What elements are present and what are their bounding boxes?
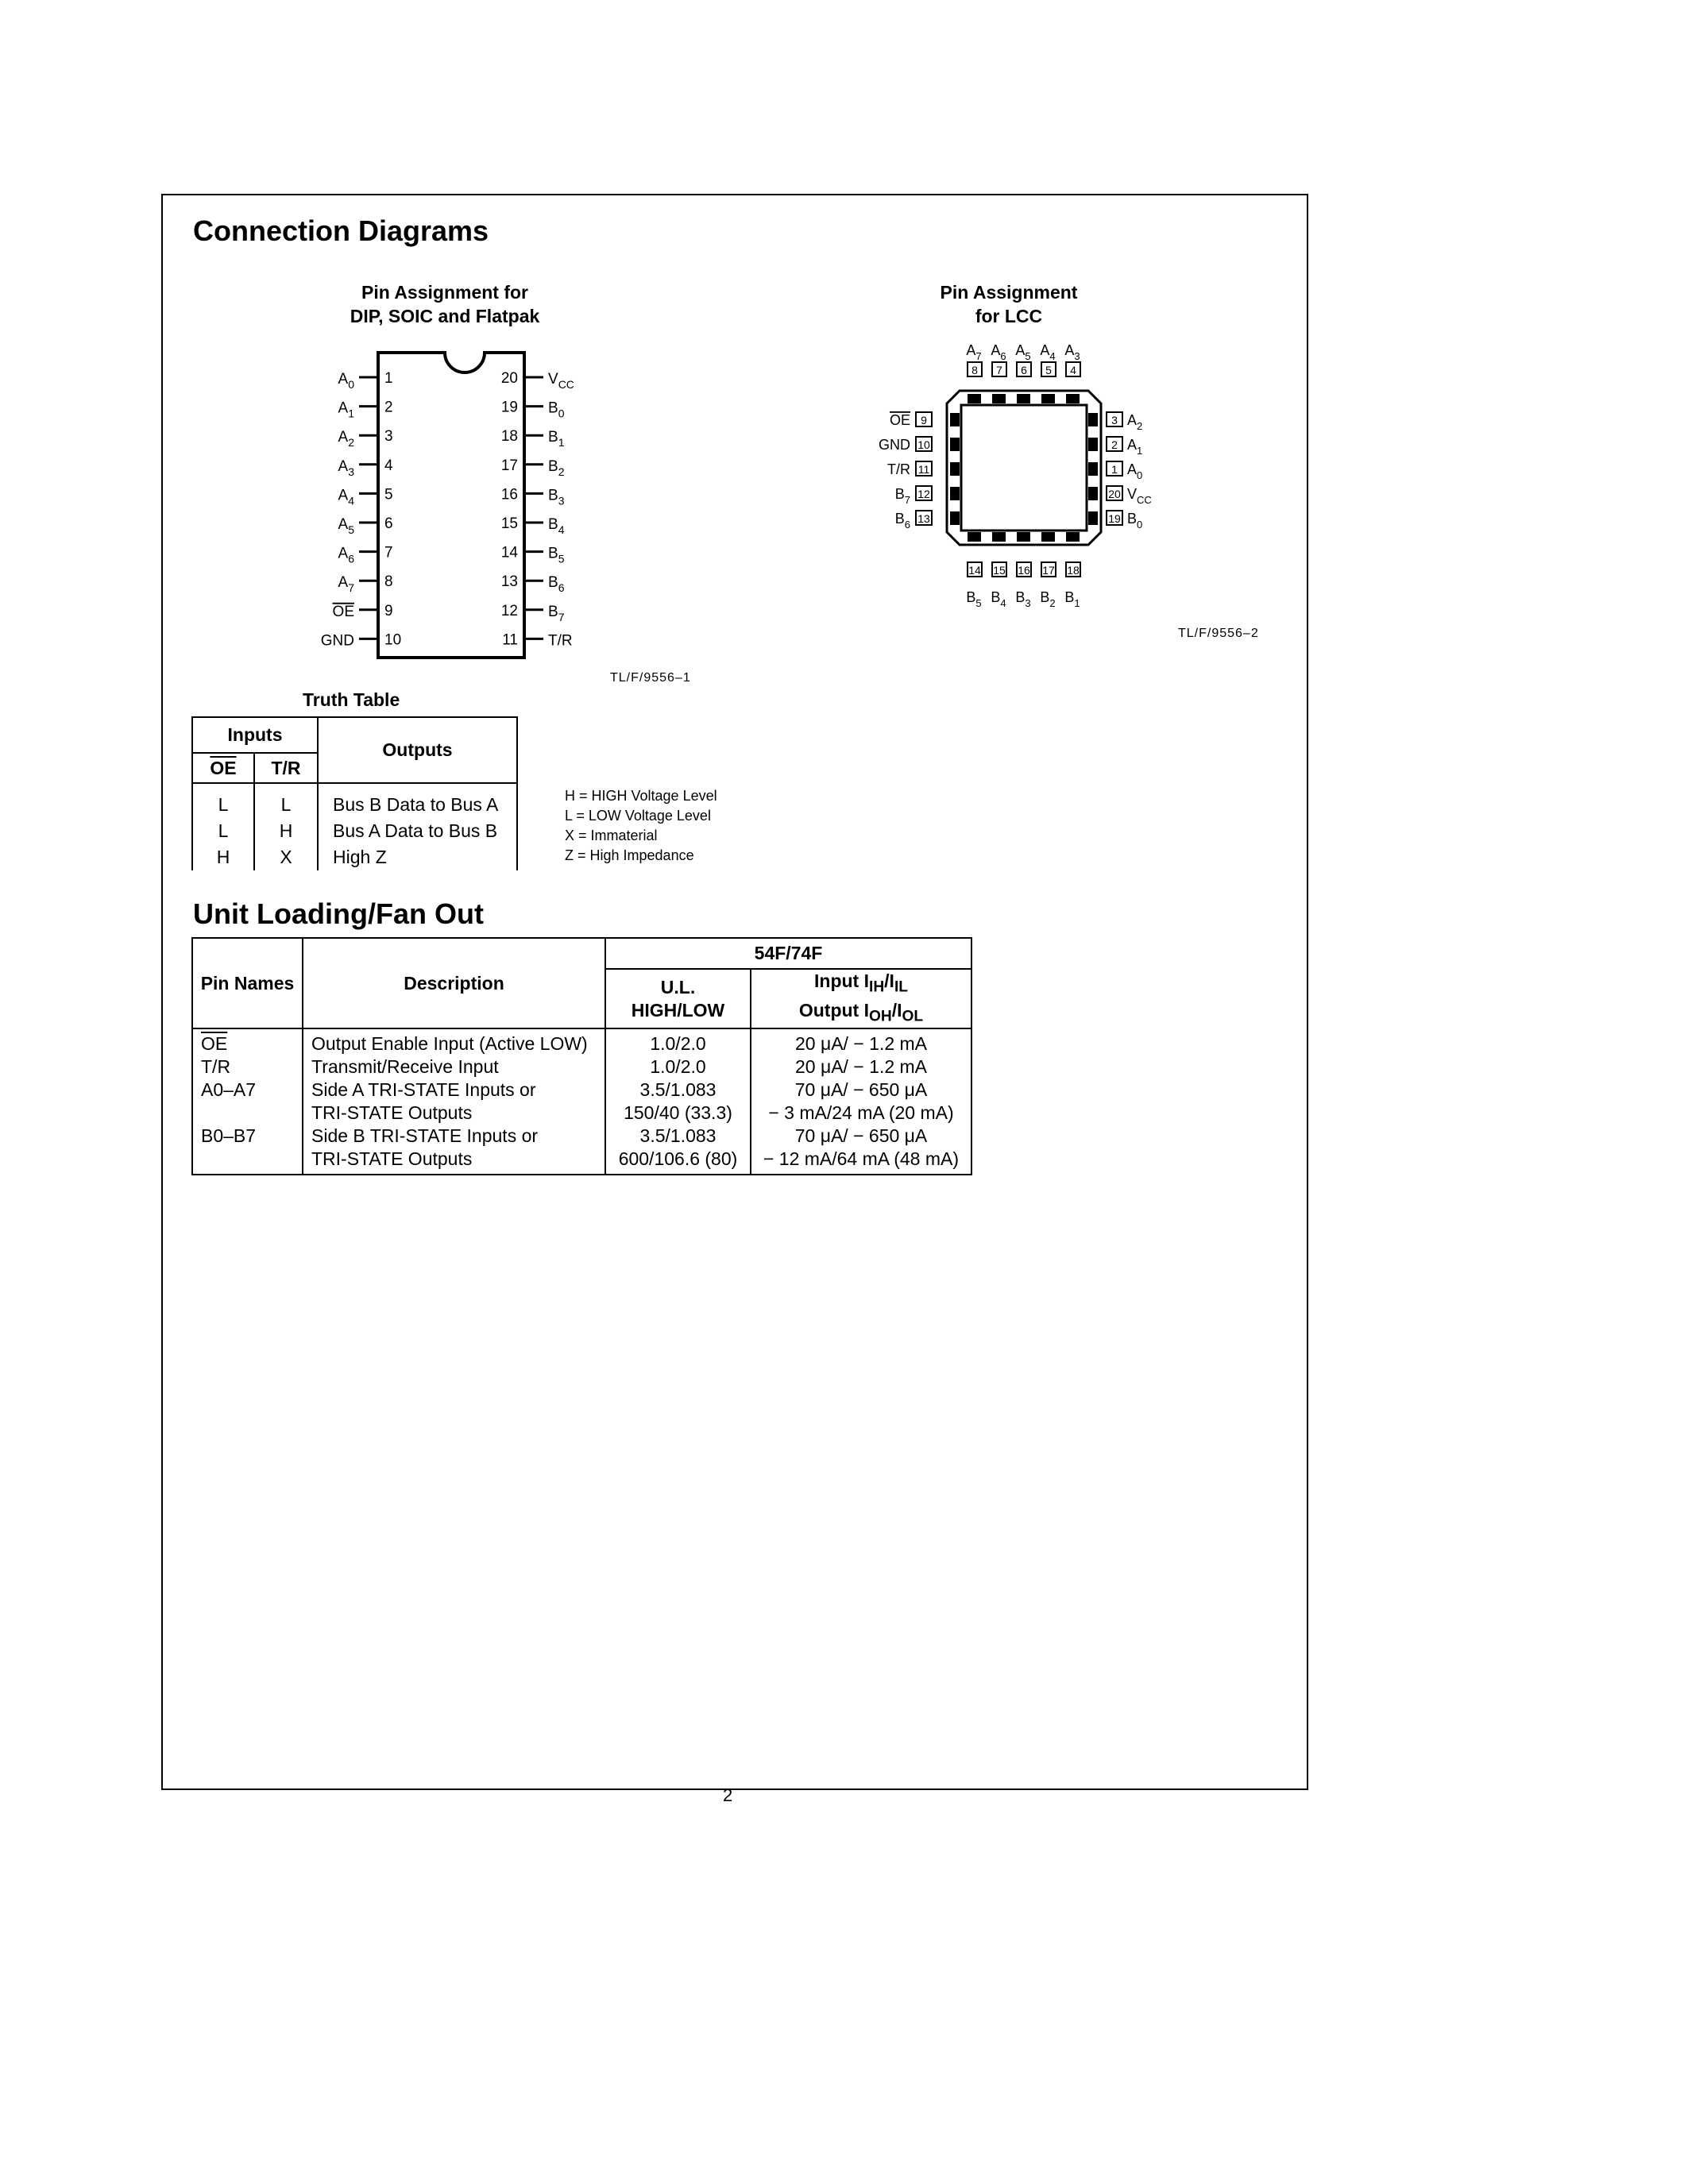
lcc-left-pad bbox=[950, 438, 960, 451]
dip-left-pin-label: $A_7$ bbox=[338, 574, 354, 595]
lcc-left-pin-label: OE bbox=[889, 412, 910, 428]
col-ul-line2: HIGH/LOW bbox=[631, 999, 725, 1021]
lcc-left-pin-number: 10 bbox=[917, 438, 930, 451]
lcc-top-pad bbox=[1066, 394, 1080, 403]
col-ul bbox=[605, 969, 751, 1028]
io-value: 70 μA/ − 650 μA bbox=[794, 1079, 928, 1101]
dip-left-pin-label: $A_1$ bbox=[338, 399, 354, 420]
lcc-right-pin-label: $A_2$ bbox=[1127, 412, 1143, 432]
section-title: Connection Diagrams bbox=[193, 214, 489, 247]
lcc-left-pin-label: $B_7$ bbox=[894, 486, 910, 506]
dip-package-diagram bbox=[302, 326, 588, 667]
lcc-bottom-pad bbox=[1017, 532, 1030, 542]
dip-left-pin-number: 1 bbox=[384, 370, 393, 387]
dip-left-pin-label: $A_2$ bbox=[338, 429, 354, 450]
legend-h: H = HIGH Voltage Level bbox=[565, 788, 717, 804]
col-io-line2-mid: /I bbox=[891, 999, 902, 1021]
col-description: Description bbox=[303, 938, 605, 1028]
dip-left-pin-number: 6 bbox=[384, 515, 393, 532]
col-oe: $\overline{OE}$ bbox=[192, 753, 254, 783]
lcc-top-pin-label: $A_5$ bbox=[1015, 342, 1031, 362]
lcc-right-pin-label: $B_0$ bbox=[1127, 511, 1143, 531]
lcc-left-pad bbox=[950, 462, 960, 476]
lcc-right-pad bbox=[1088, 462, 1098, 476]
dip-right-pin-number: 15 bbox=[500, 515, 518, 532]
dip-figure-id: TL/F/9556–1 bbox=[610, 671, 691, 685]
lcc-caption bbox=[914, 280, 1104, 328]
dip-left-pin-number: 8 bbox=[384, 573, 393, 591]
unit-loading-title: Unit Loading/Fan Out bbox=[193, 897, 484, 930]
dip-left-pin-label: OE bbox=[332, 603, 354, 620]
dip-left-pin-label: $A_0$ bbox=[338, 371, 354, 391]
description-text: Side B TRI-STATE Inputs or bbox=[311, 1125, 539, 1147]
col-io-line1-a: Input I bbox=[814, 970, 869, 991]
legend-z: Z = High Impedance bbox=[565, 847, 694, 863]
col-tr bbox=[254, 753, 318, 783]
lcc-top-pin-label: $A_3$ bbox=[1064, 342, 1080, 362]
col-tr-label: T/R bbox=[271, 757, 301, 778]
lcc-bottom-pin-label: $B_5$ bbox=[966, 589, 982, 609]
description-text: Transmit/Receive Input bbox=[311, 1056, 499, 1078]
dip-left-pin-number: 5 bbox=[384, 486, 393, 504]
dip-right-pin-number: 14 bbox=[500, 544, 518, 561]
io-value: − 3 mA/24 mA (20 mA) bbox=[768, 1102, 954, 1124]
ul-value: 1.0/2.0 bbox=[650, 1056, 706, 1078]
description-text: TRI-STATE Outputs bbox=[311, 1148, 473, 1170]
lcc-bottom-pin-number: 16 bbox=[1018, 564, 1030, 577]
lcc-bottom-pin-number: 18 bbox=[1067, 564, 1080, 577]
lcc-top-pin-number: 8 bbox=[971, 364, 978, 376]
lcc-right-pad bbox=[1088, 413, 1098, 426]
lcc-top-pin-number: 5 bbox=[1045, 364, 1052, 376]
io-value: − 12 mA/64 mA (48 mA) bbox=[763, 1148, 960, 1170]
lcc-right-pad bbox=[1088, 511, 1098, 525]
description-text: Side A TRI-STATE Inputs or bbox=[311, 1079, 536, 1101]
lcc-left-pad bbox=[950, 511, 960, 525]
pin-name: T/R bbox=[201, 1056, 231, 1078]
truth-output-cell: Bus B Data to Bus A bbox=[318, 783, 517, 818]
lcc-left-pin-label: $B_6$ bbox=[894, 511, 910, 531]
ul-value: 150/40 (33.3) bbox=[624, 1102, 732, 1124]
truth-table-row bbox=[192, 783, 517, 818]
truth-table-row bbox=[192, 844, 517, 870]
lcc-right-pin-label: $V_{CC}$ bbox=[1127, 486, 1152, 506]
dip-left-pin-label: $A_5$ bbox=[338, 516, 354, 536]
ul-value: 600/106.6 (80) bbox=[618, 1148, 738, 1170]
lcc-top-pad bbox=[1041, 394, 1055, 403]
truth-output-cell: Bus A Data to Bus B bbox=[318, 818, 517, 844]
lcc-left-pin-number: 11 bbox=[917, 463, 930, 476]
ul-value: 3.5/1.083 bbox=[639, 1125, 717, 1147]
dip-right-pin-label: $B_1$ bbox=[548, 429, 565, 450]
col-io-line2 bbox=[751, 999, 971, 1028]
col-io-line2-a: Output I bbox=[798, 999, 869, 1021]
lcc-caption-line2: for LCC bbox=[975, 306, 1043, 326]
dip-right-pin-number: 19 bbox=[500, 399, 518, 416]
dip-right-pin-label: $B_7$ bbox=[548, 603, 565, 623]
lcc-bottom-pin-label: $B_3$ bbox=[1015, 589, 1031, 609]
lcc-left-pin-label: GND bbox=[879, 437, 910, 453]
dip-caption-line1: Pin Assignment for bbox=[361, 282, 528, 303]
lcc-right-pin-label: $A_1$ bbox=[1127, 437, 1143, 457]
col-group: 54F/74F bbox=[605, 938, 971, 969]
dip-left-pin-number: 4 bbox=[384, 457, 393, 474]
lcc-top-pin-number: 6 bbox=[1021, 364, 1027, 376]
lcc-outer-body bbox=[947, 391, 1101, 545]
dip-right-pin-label: $B_0$ bbox=[548, 399, 565, 420]
lcc-bottom-pin-label: $B_1$ bbox=[1064, 589, 1080, 609]
dip-right-pin-label: $V_{CC}$ bbox=[548, 371, 574, 391]
lcc-bottom-pin-number: 15 bbox=[993, 564, 1006, 577]
description-cell bbox=[303, 1028, 605, 1175]
lcc-bottom-pin-number: 14 bbox=[968, 564, 981, 577]
lcc-left-pad bbox=[950, 413, 960, 426]
truth-tr-cell: L bbox=[254, 783, 318, 818]
description-text: TRI-STATE Outputs bbox=[311, 1102, 473, 1124]
dip-left-pin-number: 7 bbox=[384, 544, 393, 561]
pin-name: $\overline{OE}$ bbox=[201, 1033, 228, 1055]
col-ul-line1: U.L. bbox=[660, 976, 696, 997]
lcc-right-pin-number: 2 bbox=[1111, 438, 1118, 451]
col-io-line1-sub2: IL bbox=[894, 978, 908, 996]
col-io-line1-mid: /I bbox=[884, 970, 894, 991]
dip-caption bbox=[326, 280, 564, 328]
truth-output-cell: High Z bbox=[318, 844, 517, 870]
dip-left-pin-number: 10 bbox=[384, 631, 402, 649]
lcc-left-pin-number: 13 bbox=[917, 512, 930, 525]
col-io-line2-sub2: OL bbox=[902, 1008, 924, 1025]
lcc-top-pin-label: $A_7$ bbox=[966, 342, 982, 362]
pin-name bbox=[201, 1148, 302, 1171]
ul-value: 3.5/1.083 bbox=[639, 1079, 717, 1101]
outputs-header: Outputs bbox=[318, 717, 517, 783]
io-value: 20 μA/ − 1.2 mA bbox=[794, 1056, 928, 1078]
lcc-bottom-pad bbox=[1041, 532, 1055, 542]
lcc-bottom-pin-number: 17 bbox=[1042, 564, 1055, 577]
inputs-header: Inputs bbox=[192, 717, 318, 753]
lcc-top-pad bbox=[992, 394, 1006, 403]
dip-left-pin-number: 3 bbox=[384, 428, 393, 446]
col-io-line2-sub: OH bbox=[869, 1008, 892, 1025]
io-value: 70 μA/ − 650 μA bbox=[794, 1125, 928, 1147]
io-cell bbox=[751, 1028, 971, 1175]
truth-table-row bbox=[192, 818, 517, 844]
truth-table-title: Truth Table bbox=[303, 689, 400, 710]
lcc-bottom-pad bbox=[968, 532, 981, 542]
dip-left-pin-label: $A_3$ bbox=[338, 457, 354, 478]
dip-right-pin-number: 16 bbox=[500, 486, 518, 504]
lcc-bottom-pin-label: $B_2$ bbox=[1040, 589, 1056, 609]
truth-oe-cell: H bbox=[192, 844, 254, 870]
lcc-right-pin-number: 1 bbox=[1111, 463, 1118, 476]
legend bbox=[565, 786, 717, 866]
dip-right-pin-label: $B_3$ bbox=[548, 487, 565, 507]
dip-right-pin-number: 13 bbox=[500, 573, 518, 591]
dip-caption-line2: DIP, SOIC and Flatpak bbox=[350, 306, 540, 326]
lcc-bottom-pad bbox=[992, 532, 1006, 542]
lcc-top-pin-number: 4 bbox=[1070, 364, 1076, 376]
lcc-right-pin-number: 3 bbox=[1111, 414, 1118, 426]
lcc-left-pin-number: 12 bbox=[917, 488, 930, 500]
truth-tr-cell: X bbox=[254, 844, 318, 870]
dip-left-pin-number: 2 bbox=[384, 399, 393, 416]
pin-name: B0–B7 bbox=[201, 1125, 257, 1147]
lcc-right-pad bbox=[1088, 438, 1098, 451]
dip-right-pin-number: 18 bbox=[500, 428, 518, 446]
lcc-top-pin-label: $A_6$ bbox=[991, 342, 1006, 362]
legend-l: L = LOW Voltage Level bbox=[565, 808, 711, 824]
lcc-top-pad bbox=[1017, 394, 1030, 403]
lcc-right-pad bbox=[1088, 487, 1098, 500]
dip-right-pin-label: $B_6$ bbox=[548, 574, 565, 595]
col-io-line1-sub: IH bbox=[869, 978, 885, 996]
pin-name bbox=[201, 1102, 302, 1125]
legend-x: X = Immaterial bbox=[565, 828, 658, 843]
dip-right-pin-label: T/R bbox=[548, 632, 573, 650]
lcc-right-pin-number: 19 bbox=[1108, 512, 1121, 525]
truth-oe-cell: L bbox=[192, 818, 254, 844]
dip-right-pin-number: 11 bbox=[502, 631, 518, 649]
col-pin-names: Pin Names bbox=[192, 938, 303, 1028]
lcc-top-pad bbox=[968, 394, 981, 403]
pin-name: A0–A7 bbox=[201, 1079, 257, 1101]
lcc-bottom-pad bbox=[1066, 532, 1080, 542]
lcc-inner-body bbox=[961, 405, 1087, 531]
lcc-left-pin-label: T/R bbox=[887, 461, 910, 477]
description-text: Output Enable Input (Active LOW) bbox=[311, 1033, 588, 1055]
pin-names-cell bbox=[192, 1028, 303, 1175]
lcc-right-pin-number: 20 bbox=[1108, 488, 1121, 500]
lcc-right-pin-label: $A_0$ bbox=[1127, 461, 1143, 481]
lcc-left-pad bbox=[950, 487, 960, 500]
dip-left-pin-label: $A_6$ bbox=[338, 545, 354, 565]
unit-loading-table bbox=[191, 937, 972, 1175]
lcc-caption-line1: Pin Assignment bbox=[940, 282, 1078, 303]
page-number: 2 bbox=[723, 1785, 733, 1805]
dip-left-pin-label: GND bbox=[320, 632, 354, 650]
dip-right-pin-number: 12 bbox=[500, 602, 518, 619]
dip-right-pin-number: 17 bbox=[500, 457, 518, 474]
dip-left-pin-number: 9 bbox=[384, 602, 393, 619]
lcc-figure-id: TL/F/9556–2 bbox=[1178, 627, 1259, 640]
lcc-left-pin-number: 9 bbox=[921, 414, 927, 426]
ul-cell bbox=[605, 1028, 751, 1175]
lcc-top-pin-label: $A_4$ bbox=[1040, 342, 1056, 362]
col-io bbox=[751, 969, 971, 1028]
io-value: 20 μA/ − 1.2 mA bbox=[794, 1033, 928, 1055]
dip-right-pin-label: $B_5$ bbox=[548, 545, 565, 565]
truth-oe-cell: L bbox=[192, 783, 254, 818]
dip-right-pin-number: 20 bbox=[500, 370, 518, 387]
ul-value: 1.0/2.0 bbox=[650, 1033, 706, 1055]
dip-right-pin-label: $B_2$ bbox=[548, 457, 565, 478]
dip-right-pin-label: $B_4$ bbox=[548, 516, 565, 536]
lcc-bottom-pin-label: $B_4$ bbox=[991, 589, 1006, 609]
truth-tr-cell: H bbox=[254, 818, 318, 844]
lcc-package-diagram bbox=[858, 334, 1176, 619]
lcc-top-pin-number: 7 bbox=[996, 364, 1002, 376]
col-io-line1 bbox=[751, 970, 971, 999]
truth-table bbox=[191, 716, 518, 870]
dip-left-pin-label: $A_4$ bbox=[338, 487, 354, 507]
